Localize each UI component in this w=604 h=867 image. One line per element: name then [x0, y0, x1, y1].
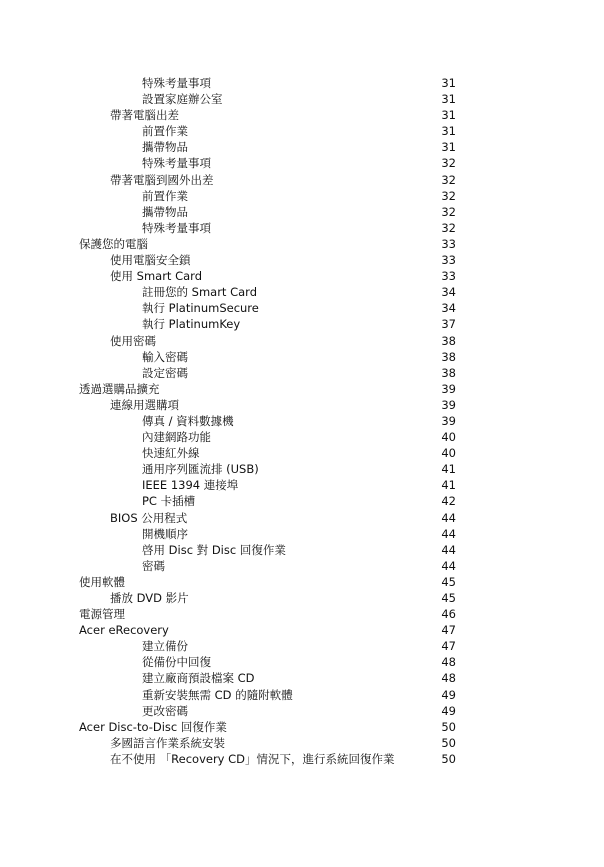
toc-entry-title: Acer Disc-to-Disc 回復作業 — [79, 719, 227, 734]
toc-entry-title: 快速紅外線 — [142, 446, 200, 461]
toc-entry-title: 保護您的電腦 — [79, 236, 148, 251]
toc-entry-page-number: 31 — [441, 92, 456, 107]
toc-entry[interactable] — [0, 590, 604, 606]
toc-entry-page-number: 46 — [441, 607, 456, 622]
toc-entry[interactable] — [0, 493, 604, 509]
toc-entry-title: 前置作業 — [142, 124, 188, 139]
toc-entry-page-number: 49 — [441, 703, 456, 718]
toc-entry[interactable] — [0, 204, 604, 220]
toc-entry-page-number: 32 — [441, 220, 456, 235]
toc-entry-title: 執行 PlatinumKey — [142, 317, 241, 332]
toc-entry-title: 多國語言作業系統安裝 — [110, 735, 225, 750]
toc-entry[interactable] — [0, 445, 604, 461]
toc-entry-title: 帶著電腦到國外出差 — [110, 172, 214, 187]
toc-entry-title: 通用序列匯流排 (USB) — [142, 462, 259, 477]
toc-entry-page-number: 44 — [441, 542, 456, 557]
toc-entry-title: 透過選購品擴充 — [79, 381, 160, 396]
toc-entry[interactable] — [0, 381, 604, 397]
toc-entry[interactable] — [0, 75, 604, 91]
toc-entry-title: IEEE 1394 連接埠 — [142, 478, 239, 493]
toc-entry[interactable] — [0, 188, 604, 204]
toc-entry-page-number: 44 — [441, 558, 456, 573]
toc-entry-title: 啓用 Disc 對 Disc 回復作業 — [142, 542, 286, 557]
toc-entry[interactable] — [0, 123, 604, 139]
toc-entry[interactable] — [0, 687, 604, 703]
toc-entry[interactable] — [0, 268, 604, 284]
toc-entry-title: 使用 Smart Card — [110, 269, 202, 284]
toc-entry-page-number: 45 — [441, 591, 456, 605]
toc-entry-title: 建立備份 — [142, 639, 188, 654]
toc-entry-page-number: 48 — [441, 671, 456, 686]
toc-entry-page-number: 45 — [441, 574, 456, 589]
toc-entry-page-number: 48 — [441, 655, 456, 670]
toc-entry-page-number: 50 — [441, 751, 456, 766]
toc-entry-title: 在不使用 「Recovery CD」情況下，進行系統回復作業 — [110, 751, 395, 766]
toc-entry[interactable] — [0, 139, 604, 155]
toc-entry[interactable] — [0, 574, 604, 590]
toc-entry[interactable] — [0, 510, 604, 526]
toc-entry[interactable] — [0, 638, 604, 654]
toc-entry-page-number: 34 — [441, 301, 456, 316]
toc-entry-title: PC 卡插槽 — [142, 494, 196, 509]
toc-entry-title: 註冊您的 Smart Card — [142, 285, 257, 300]
toc-entry-page-number: 47 — [441, 639, 456, 654]
toc-entry-page-number: 40 — [441, 446, 456, 461]
toc-entry[interactable] — [0, 622, 604, 638]
toc-entry-page-number: 39 — [441, 381, 456, 396]
toc-entry-title: 設定密碼 — [142, 365, 188, 380]
toc-entry[interactable] — [0, 252, 604, 268]
toc-entry-page-number: 47 — [441, 623, 456, 638]
toc-entry-title: 播放 DVD 影片 — [110, 591, 189, 605]
toc-entry-page-number: 33 — [441, 253, 456, 268]
toc-entry-title: 特殊考量事項 — [142, 156, 211, 171]
toc-entry-title: 攜帶物品 — [142, 204, 188, 219]
toc-entry[interactable] — [0, 654, 604, 670]
toc-entry[interactable] — [0, 333, 604, 349]
toc-entry[interactable] — [0, 719, 604, 735]
toc-entry[interactable] — [0, 606, 604, 622]
toc-entry-page-number: 32 — [441, 188, 456, 203]
toc-entry-page-number: 31 — [441, 108, 456, 123]
toc-entry-page-number: 38 — [441, 365, 456, 380]
toc-entry-page-number: 31 — [441, 76, 456, 90]
toc-entry-title: 電源管理 — [79, 607, 125, 622]
toc-entry[interactable] — [0, 172, 604, 188]
toc-entry-page-number: 33 — [441, 269, 456, 284]
toc-entry[interactable] — [0, 284, 604, 300]
toc-entry[interactable] — [0, 413, 604, 429]
toc-entry-page-number: 32 — [441, 156, 456, 171]
toc-entry-page-number: 31 — [441, 124, 456, 139]
toc-entry-title: 開機順序 — [142, 526, 188, 541]
toc-entry-page-number: 49 — [441, 687, 456, 702]
toc-entry-title: 使用密碼 — [110, 333, 156, 348]
toc-entry-page-number: 39 — [441, 397, 456, 412]
toc-entry-title: 攜帶物品 — [142, 140, 188, 155]
toc-entry[interactable] — [0, 461, 604, 477]
toc-entry[interactable] — [0, 751, 604, 767]
toc-entry[interactable] — [0, 703, 604, 719]
toc-entry-page-number: 38 — [441, 349, 456, 364]
toc-entry-title: 從備份中回復 — [142, 655, 211, 670]
toc-entry[interactable] — [0, 155, 604, 171]
toc-entry-page-number: 34 — [441, 285, 456, 300]
toc-entry-title: 傳真 / 資料數據機 — [142, 413, 234, 428]
toc-entry[interactable] — [0, 558, 604, 574]
toc-entry-page-number: 41 — [441, 478, 456, 493]
toc-entry[interactable] — [0, 477, 604, 493]
toc-entry-page-number: 32 — [441, 204, 456, 219]
toc-entry-page-number: 50 — [441, 735, 456, 750]
toc-entry-title: Acer eRecovery — [79, 623, 169, 638]
toc-entry-page-number: 37 — [441, 317, 456, 332]
toc-entry-title: 連線用選購項 — [110, 397, 179, 412]
toc-entry[interactable] — [0, 670, 604, 686]
toc-entry[interactable] — [0, 300, 604, 316]
toc-entry-title: 內建網路功能 — [142, 430, 211, 445]
toc-entry-title: 特殊考量事項 — [142, 220, 211, 235]
toc-entry[interactable] — [0, 236, 604, 252]
toc-entry[interactable] — [0, 429, 604, 445]
toc-entry-title: 設置家庭辦公室 — [142, 92, 223, 107]
toc-entry[interactable] — [0, 91, 604, 107]
toc-entry-page-number: 42 — [441, 494, 456, 509]
toc-entry-title: 使用電腦安全鎖 — [110, 253, 191, 268]
toc-entry-page-number: 44 — [441, 526, 456, 541]
toc-entry[interactable] — [0, 397, 604, 413]
toc-entry-title: 帶著電腦出差 — [110, 108, 179, 123]
toc-entry-page-number: 39 — [441, 413, 456, 428]
toc-entry[interactable] — [0, 526, 604, 542]
toc-entry-title: 建立廠商預設檔案 CD — [142, 671, 255, 686]
toc-entry-page-number: 41 — [441, 462, 456, 477]
toc-entry-page-number: 38 — [441, 333, 456, 348]
toc-entry-title: 前置作業 — [142, 188, 188, 203]
toc-entry[interactable] — [0, 107, 604, 123]
toc-entry-page-number: 33 — [441, 236, 456, 251]
toc-entry-title: 輸入密碼 — [142, 349, 188, 364]
toc-entry-page-number: 44 — [441, 510, 456, 525]
toc-entry-title: 更改密碼 — [142, 703, 188, 718]
toc-entry[interactable] — [0, 220, 604, 236]
toc-entry-page-number: 32 — [441, 172, 456, 187]
toc-entry-title: 重新安裝無需 CD 的隨附軟體 — [142, 687, 293, 702]
toc-entry[interactable] — [0, 349, 604, 365]
table-of-contents — [0, 75, 604, 767]
toc-entry-page-number: 50 — [441, 719, 456, 734]
toc-entry[interactable] — [0, 316, 604, 332]
toc-entry-title: 執行 PlatinumSecure — [142, 301, 259, 316]
toc-entry-page-number: 40 — [441, 430, 456, 445]
toc-entry[interactable] — [0, 365, 604, 381]
toc-entry-title: 特殊考量事項 — [142, 76, 211, 90]
toc-entry-title: BIOS 公用程式 — [110, 510, 188, 525]
toc-entry-page-number: 31 — [441, 140, 456, 155]
toc-entry-title: 使用軟體 — [79, 574, 125, 589]
toc-entry[interactable] — [0, 542, 604, 558]
toc-entry[interactable] — [0, 735, 604, 751]
toc-entry-title: 密碼 — [142, 558, 165, 573]
